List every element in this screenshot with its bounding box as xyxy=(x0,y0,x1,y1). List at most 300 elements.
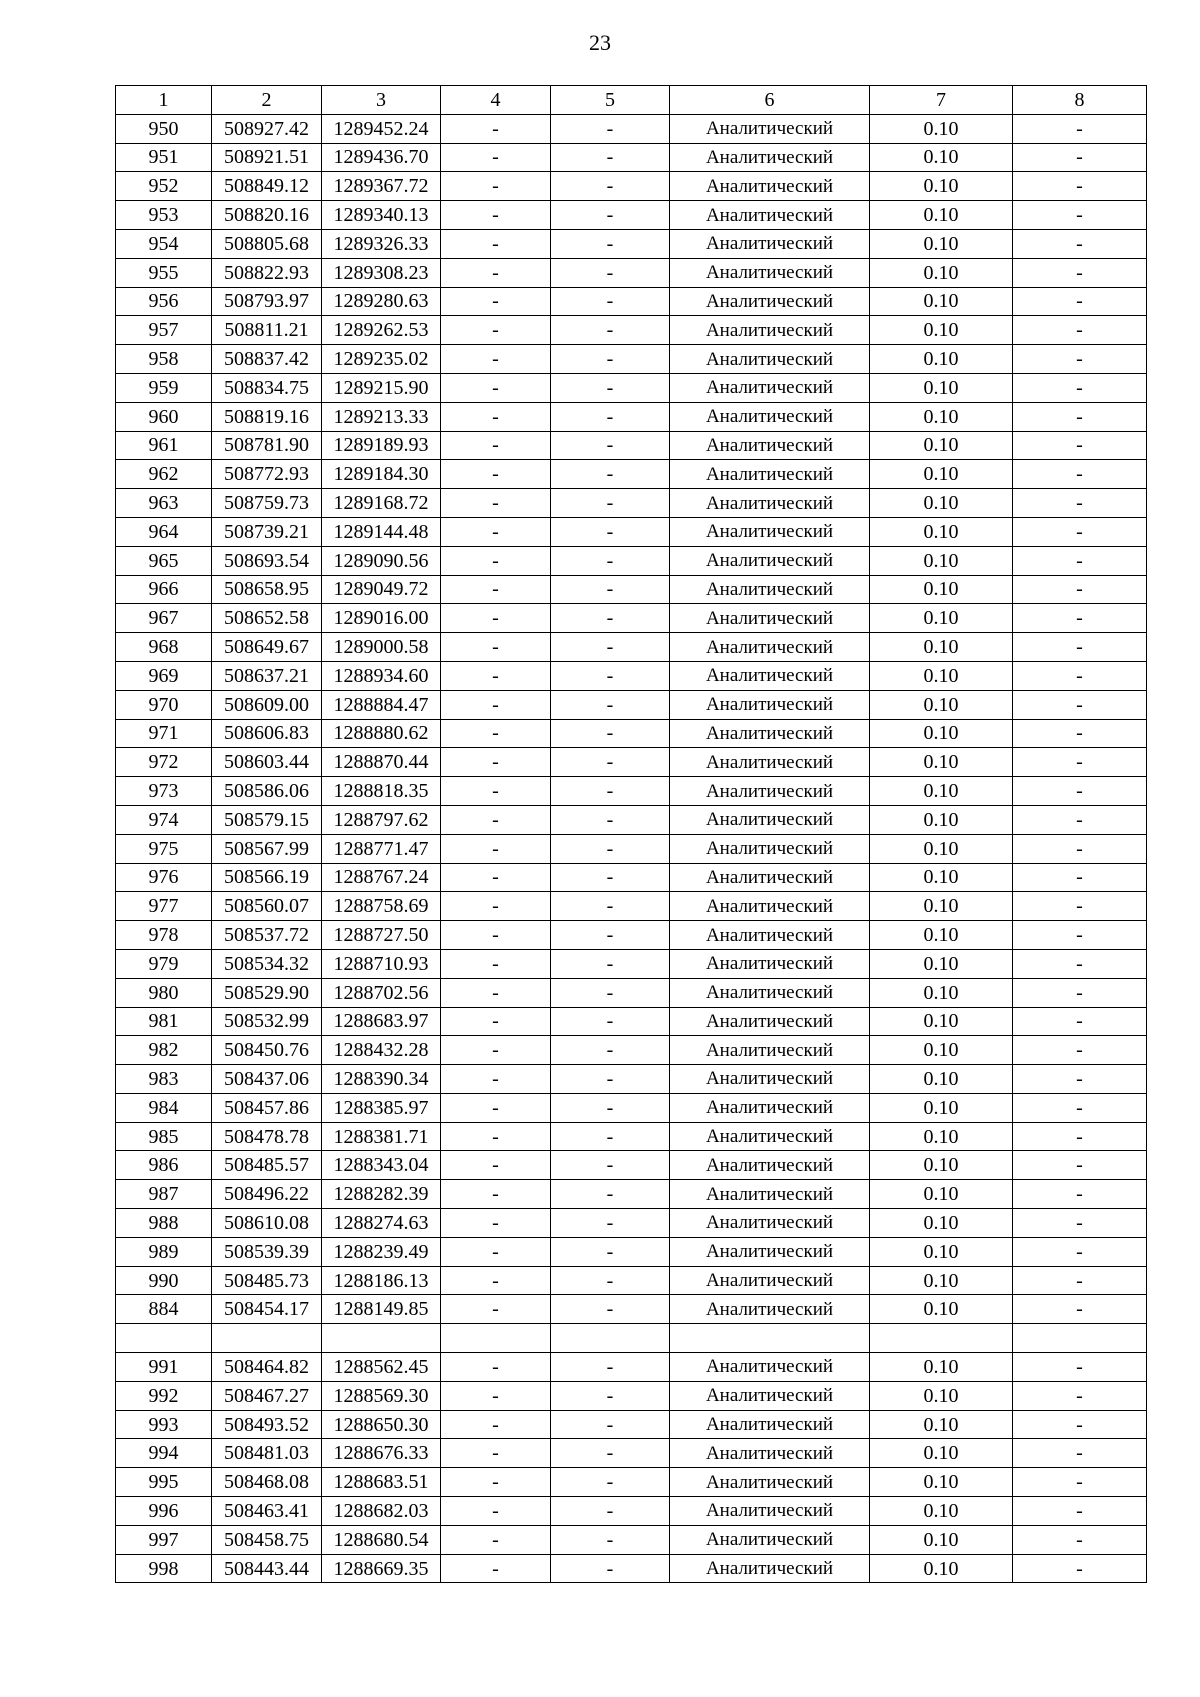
table-row xyxy=(116,1036,1147,1065)
table-cell-col-3: 1288432.28 xyxy=(322,1036,441,1065)
table-cell-col-6: Аналитический xyxy=(670,1554,870,1583)
table-cell-col-6: Аналитический xyxy=(670,805,870,834)
table-cell-col-3: 1288727.50 xyxy=(322,921,441,950)
table-cell-col-7: 0.10 xyxy=(870,805,1013,834)
table-cell-col-1: 998 xyxy=(116,1554,212,1583)
table-cell-col-7: 0.10 xyxy=(870,316,1013,345)
table-cell-col-2: 508603.44 xyxy=(212,748,322,777)
table-cell-col-3: 1288149.85 xyxy=(322,1295,441,1324)
table-cell-col-1: 981 xyxy=(116,1007,212,1036)
table-cell-col-3: 1288381.71 xyxy=(322,1122,441,1151)
table-cell-col-7: 0.10 xyxy=(870,1381,1013,1410)
table-cell-col-5: - xyxy=(551,1525,670,1554)
table-cell-col-4: - xyxy=(441,114,551,143)
table-cell-col-6: Аналитический xyxy=(670,892,870,921)
table-cell-col-6: Аналитический xyxy=(670,921,870,950)
table-cell-col-5: - xyxy=(551,1237,670,1266)
table-cell-col-3: 1289189.93 xyxy=(322,431,441,460)
table-cell-col-7: 0.10 xyxy=(870,345,1013,374)
table-row xyxy=(116,633,1147,662)
table-cell-col-1: 985 xyxy=(116,1122,212,1151)
table-cell-col-2: 508534.32 xyxy=(212,949,322,978)
table-cell-col-3: 1288239.49 xyxy=(322,1237,441,1266)
table-cell-col-2: 508537.72 xyxy=(212,921,322,950)
table-row xyxy=(116,402,1147,431)
table-row xyxy=(116,1093,1147,1122)
table-cell-col-4: - xyxy=(441,949,551,978)
table-cell-col-1: 964 xyxy=(116,517,212,546)
table-cell-col-6: Аналитический xyxy=(670,1065,870,1094)
table-cell-col-5: - xyxy=(551,1353,670,1382)
table-cell-col-6: Аналитический xyxy=(670,489,870,518)
table-cell-col-6: Аналитический xyxy=(670,345,870,374)
table-row xyxy=(116,201,1147,230)
table-cell-col-8: - xyxy=(1013,661,1147,690)
table-cell-col-6: Аналитический xyxy=(670,1180,870,1209)
table-cell-col-4: - xyxy=(441,777,551,806)
table-cell-col-3: 1289280.63 xyxy=(322,287,441,316)
table-cell-col-5: - xyxy=(551,1554,670,1583)
table-cell-col-6: Аналитический xyxy=(670,777,870,806)
table-cell-col-6: Аналитический xyxy=(670,719,870,748)
table-cell-col-3: 1288683.97 xyxy=(322,1007,441,1036)
table-cell-col-5: - xyxy=(551,863,670,892)
table-cell-col-6: Аналитический xyxy=(670,431,870,460)
table-cell-col-5: - xyxy=(551,1468,670,1497)
table-row xyxy=(116,978,1147,1007)
table-cell-col-2: 508822.93 xyxy=(212,258,322,287)
table-cell-col-1: 996 xyxy=(116,1497,212,1526)
table-cell-col-3: 1289213.33 xyxy=(322,402,441,431)
table-cell-col-2: 508834.75 xyxy=(212,373,322,402)
table-cell-col-1: 968 xyxy=(116,633,212,662)
column-header-3: 3 xyxy=(322,86,441,115)
table-cell-col-7: 0.10 xyxy=(870,1065,1013,1094)
table-cell-col-8: - xyxy=(1013,633,1147,662)
table-cell-col-1: 991 xyxy=(116,1353,212,1382)
table-cell-col-5: - xyxy=(551,604,670,633)
table-cell-col-6: Аналитический xyxy=(670,1007,870,1036)
table-cell-col-1: 960 xyxy=(116,402,212,431)
table-cell-col-4: - xyxy=(441,633,551,662)
table-cell-col-4: - xyxy=(441,805,551,834)
table-cell-col-1: 983 xyxy=(116,1065,212,1094)
table-cell-col-1: 980 xyxy=(116,978,212,1007)
table-cell-col-3: 1288702.56 xyxy=(322,978,441,1007)
table-cell-col-7: 0.10 xyxy=(870,460,1013,489)
table-cell-col-2: 508658.95 xyxy=(212,575,322,604)
table-cell-col-7: 0.10 xyxy=(870,1439,1013,1468)
table-cell-col-8: - xyxy=(1013,1237,1147,1266)
table-cell-col-4: - xyxy=(441,1439,551,1468)
table-cell-col-8: - xyxy=(1013,316,1147,345)
table-cell-col-4: - xyxy=(441,489,551,518)
table-cell-col-3: 1288758.69 xyxy=(322,892,441,921)
table-cell-col-3: 1288186.13 xyxy=(322,1266,441,1295)
table-cell-col-7: 0.10 xyxy=(870,719,1013,748)
table-cell-col-3: 1289215.90 xyxy=(322,373,441,402)
table-cell-col-4: - xyxy=(441,661,551,690)
table-row xyxy=(116,172,1147,201)
table-cell-col-1: 974 xyxy=(116,805,212,834)
table-cell-col-7: 0.10 xyxy=(870,489,1013,518)
table-cell-col-5: - xyxy=(551,431,670,460)
table-cell-col-1: 951 xyxy=(116,143,212,172)
table-cell-col-1: 962 xyxy=(116,460,212,489)
table-cell-col-2: 508532.99 xyxy=(212,1007,322,1036)
table-cell-col-3: 1289308.23 xyxy=(322,258,441,287)
table-row xyxy=(116,719,1147,748)
table-cell-col-1: 990 xyxy=(116,1266,212,1295)
table-cell-col-6: Аналитический xyxy=(670,690,870,719)
table-cell-col-8: - xyxy=(1013,258,1147,287)
table-cell-col-6: Аналитический xyxy=(670,1266,870,1295)
table-cell-col-2: 508586.06 xyxy=(212,777,322,806)
table-cell-col-8: - xyxy=(1013,1151,1147,1180)
table-cell-col-7: 0.10 xyxy=(870,1151,1013,1180)
table-cell-col-4: - xyxy=(441,892,551,921)
table-cell-col-4: - xyxy=(441,287,551,316)
table-cell-col-6: Аналитический xyxy=(670,1525,870,1554)
table-row xyxy=(116,373,1147,402)
table-cell-col-1: 961 xyxy=(116,431,212,460)
table-cell-col-3: 1288934.60 xyxy=(322,661,441,690)
table-cell-col-8: - xyxy=(1013,1266,1147,1295)
table-cell-col-6: Аналитический xyxy=(670,1122,870,1151)
table-cell-col-4: - xyxy=(441,1007,551,1036)
table-cell-col-6: Аналитический xyxy=(670,373,870,402)
table-cell-col-7: 0.10 xyxy=(870,172,1013,201)
table-cell-col-5: - xyxy=(551,489,670,518)
table-cell-col-1: 995 xyxy=(116,1468,212,1497)
table-row xyxy=(116,1468,1147,1497)
table-cell-col-7: 0.10 xyxy=(870,777,1013,806)
table-cell-col-1: 963 xyxy=(116,489,212,518)
table-cell-col-7: 0.10 xyxy=(870,229,1013,258)
table-cell-col-4: - xyxy=(441,1209,551,1238)
table-cell-col-1: 956 xyxy=(116,287,212,316)
table-cell-col-2: 508693.54 xyxy=(212,546,322,575)
table-cell-col-4: - xyxy=(441,1036,551,1065)
table-cell-col-7: 0.10 xyxy=(870,748,1013,777)
header-row xyxy=(116,86,1147,115)
empty-cell xyxy=(551,1324,670,1353)
table-row xyxy=(116,229,1147,258)
table-cell-col-5: - xyxy=(551,661,670,690)
column-header-2: 2 xyxy=(212,86,322,115)
table-cell-col-2: 508457.86 xyxy=(212,1093,322,1122)
table-cell-col-6: Аналитический xyxy=(670,1439,870,1468)
column-header-5: 5 xyxy=(551,86,670,115)
table-cell-col-6: Аналитический xyxy=(670,287,870,316)
table-cell-col-3: 1289049.72 xyxy=(322,575,441,604)
table-cell-col-3: 1289000.58 xyxy=(322,633,441,662)
table-cell-col-2: 508443.44 xyxy=(212,1554,322,1583)
empty-cell xyxy=(441,1324,551,1353)
table-cell-col-8: - xyxy=(1013,690,1147,719)
table-cell-col-4: - xyxy=(441,863,551,892)
table-row xyxy=(116,1180,1147,1209)
table-cell-col-5: - xyxy=(551,1180,670,1209)
table-cell-col-7: 0.10 xyxy=(870,1497,1013,1526)
table-cell-col-8: - xyxy=(1013,1295,1147,1324)
table-cell-col-1: 986 xyxy=(116,1151,212,1180)
table-cell-col-5: - xyxy=(551,1295,670,1324)
table-cell-col-8: - xyxy=(1013,143,1147,172)
table-cell-col-8: - xyxy=(1013,1468,1147,1497)
table-cell-col-1: 950 xyxy=(116,114,212,143)
table-cell-col-5: - xyxy=(551,1497,670,1526)
table-cell-col-4: - xyxy=(441,1468,551,1497)
table-cell-col-1: 997 xyxy=(116,1525,212,1554)
table-cell-col-7: 0.10 xyxy=(870,517,1013,546)
table-cell-col-5: - xyxy=(551,143,670,172)
table-cell-col-5: - xyxy=(551,517,670,546)
table-cell-col-5: - xyxy=(551,345,670,374)
table-cell-col-1: 989 xyxy=(116,1237,212,1266)
table-row xyxy=(116,949,1147,978)
table-cell-col-4: - xyxy=(441,143,551,172)
table-cell-col-1: 955 xyxy=(116,258,212,287)
table-cell-col-7: 0.10 xyxy=(870,1525,1013,1554)
table-cell-col-6: Аналитический xyxy=(670,143,870,172)
table-cell-col-3: 1288884.47 xyxy=(322,690,441,719)
table-cell-col-4: - xyxy=(441,517,551,546)
table-cell-col-8: - xyxy=(1013,1122,1147,1151)
table-cell-col-4: - xyxy=(441,1122,551,1151)
table-cell-col-5: - xyxy=(551,834,670,863)
table-cell-col-3: 1288870.44 xyxy=(322,748,441,777)
table-cell-col-2: 508539.39 xyxy=(212,1237,322,1266)
table-cell-col-2: 508781.90 xyxy=(212,431,322,460)
table-cell-col-7: 0.10 xyxy=(870,921,1013,950)
table-cell-col-4: - xyxy=(441,1065,551,1094)
table-cell-col-3: 1289016.00 xyxy=(322,604,441,633)
table-cell-col-5: - xyxy=(551,1151,670,1180)
table-cell-col-8: - xyxy=(1013,1439,1147,1468)
table-cell-col-3: 1288282.39 xyxy=(322,1180,441,1209)
table-cell-col-6: Аналитический xyxy=(670,1295,870,1324)
table-cell-col-3: 1288562.45 xyxy=(322,1353,441,1382)
table-cell-col-1: 970 xyxy=(116,690,212,719)
table-cell-col-8: - xyxy=(1013,777,1147,806)
table-cell-col-8: - xyxy=(1013,546,1147,575)
table-row xyxy=(116,1295,1147,1324)
table-cell-col-2: 508637.21 xyxy=(212,661,322,690)
table-row xyxy=(116,1410,1147,1439)
table-cell-col-3: 1288771.47 xyxy=(322,834,441,863)
table-cell-col-7: 0.10 xyxy=(870,575,1013,604)
table-cell-col-4: - xyxy=(441,1180,551,1209)
table-cell-col-8: - xyxy=(1013,604,1147,633)
table-cell-col-2: 508467.27 xyxy=(212,1381,322,1410)
table-cell-col-4: - xyxy=(441,201,551,230)
table-cell-col-4: - xyxy=(441,402,551,431)
table-cell-col-6: Аналитический xyxy=(670,1036,870,1065)
table-row xyxy=(116,1381,1147,1410)
table-cell-col-3: 1289340.13 xyxy=(322,201,441,230)
table-cell-col-1: 966 xyxy=(116,575,212,604)
table-cell-col-8: - xyxy=(1013,949,1147,978)
table-cell-col-1: 973 xyxy=(116,777,212,806)
column-header-1: 1 xyxy=(116,86,212,115)
table-cell-col-4: - xyxy=(441,1093,551,1122)
table-cell-col-6: Аналитический xyxy=(670,949,870,978)
table-row xyxy=(116,287,1147,316)
table-cell-col-6: Аналитический xyxy=(670,1381,870,1410)
table-cell-col-8: - xyxy=(1013,719,1147,748)
table-row xyxy=(116,114,1147,143)
table-cell-col-4: - xyxy=(441,1410,551,1439)
table-cell-col-2: 508567.99 xyxy=(212,834,322,863)
table-cell-col-4: - xyxy=(441,834,551,863)
table-cell-col-1: 976 xyxy=(116,863,212,892)
table-cell-col-8: - xyxy=(1013,1353,1147,1382)
table-cell-col-2: 508560.07 xyxy=(212,892,322,921)
table-cell-col-6: Аналитический xyxy=(670,316,870,345)
table-cell-col-5: - xyxy=(551,748,670,777)
table-cell-col-5: - xyxy=(551,575,670,604)
table-cell-col-2: 508811.21 xyxy=(212,316,322,345)
table-cell-col-4: - xyxy=(441,1381,551,1410)
table-cell-col-3: 1289184.30 xyxy=(322,460,441,489)
table-cell-col-8: - xyxy=(1013,287,1147,316)
table-cell-col-2: 508793.97 xyxy=(212,287,322,316)
table-cell-col-4: - xyxy=(441,690,551,719)
table-cell-col-4: - xyxy=(441,229,551,258)
table-cell-col-3: 1288683.51 xyxy=(322,1468,441,1497)
table-cell-col-4: - xyxy=(441,546,551,575)
table-cell-col-6: Аналитический xyxy=(670,517,870,546)
table-cell-col-2: 508493.52 xyxy=(212,1410,322,1439)
table-cell-col-2: 508481.03 xyxy=(212,1439,322,1468)
table-cell-col-2: 508849.12 xyxy=(212,172,322,201)
table-cell-col-3: 1289367.72 xyxy=(322,172,441,201)
table-row xyxy=(116,690,1147,719)
table-row xyxy=(116,1439,1147,1468)
table-cell-col-1: 957 xyxy=(116,316,212,345)
table-cell-col-3: 1288880.62 xyxy=(322,719,441,748)
table-cell-col-7: 0.10 xyxy=(870,1468,1013,1497)
table-cell-col-4: - xyxy=(441,1237,551,1266)
table-cell-col-2: 508529.90 xyxy=(212,978,322,1007)
table-row xyxy=(116,892,1147,921)
table-row xyxy=(116,1209,1147,1238)
coordinates-table xyxy=(115,85,1147,1583)
table-row xyxy=(116,777,1147,806)
table-cell-col-8: - xyxy=(1013,575,1147,604)
table-cell-col-2: 508454.17 xyxy=(212,1295,322,1324)
table-cell-col-1: 977 xyxy=(116,892,212,921)
table-row xyxy=(116,805,1147,834)
table-cell-col-5: - xyxy=(551,921,670,950)
table-cell-col-3: 1289168.72 xyxy=(322,489,441,518)
table-cell-col-6: Аналитический xyxy=(670,1497,870,1526)
table-cell-col-1: 978 xyxy=(116,921,212,950)
table-cell-col-5: - xyxy=(551,114,670,143)
table-cell-col-5: - xyxy=(551,633,670,662)
table-cell-col-1: 993 xyxy=(116,1410,212,1439)
table-cell-col-6: Аналитический xyxy=(670,402,870,431)
table-cell-col-8: - xyxy=(1013,805,1147,834)
table-cell-col-6: Аналитический xyxy=(670,633,870,662)
table-row xyxy=(116,143,1147,172)
table-cell-col-5: - xyxy=(551,546,670,575)
table-cell-col-5: - xyxy=(551,1007,670,1036)
table-cell-col-5: - xyxy=(551,1036,670,1065)
table-cell-col-8: - xyxy=(1013,431,1147,460)
group-separator-row xyxy=(116,1324,1147,1353)
table-cell-col-7: 0.10 xyxy=(870,1554,1013,1583)
table-cell-col-7: 0.10 xyxy=(870,1036,1013,1065)
table-cell-col-5: - xyxy=(551,1209,670,1238)
table-cell-col-3: 1288682.03 xyxy=(322,1497,441,1526)
table-cell-col-2: 508485.57 xyxy=(212,1151,322,1180)
table-cell-col-2: 508819.16 xyxy=(212,402,322,431)
table-cell-col-4: - xyxy=(441,460,551,489)
table-cell-col-1: 988 xyxy=(116,1209,212,1238)
table-cell-col-1: 992 xyxy=(116,1381,212,1410)
table-cell-col-6: Аналитический xyxy=(670,1237,870,1266)
table-row xyxy=(116,604,1147,633)
table-cell-col-5: - xyxy=(551,1410,670,1439)
table-cell-col-5: - xyxy=(551,978,670,1007)
table-cell-col-5: - xyxy=(551,373,670,402)
column-header-8: 8 xyxy=(1013,86,1147,115)
empty-cell xyxy=(116,1324,212,1353)
column-header-4: 4 xyxy=(441,86,551,115)
table-row xyxy=(116,1525,1147,1554)
table-cell-col-6: Аналитический xyxy=(670,546,870,575)
column-header-7: 7 xyxy=(870,86,1013,115)
table-cell-col-3: 1289235.02 xyxy=(322,345,441,374)
table-cell-col-8: - xyxy=(1013,921,1147,950)
table-row xyxy=(116,460,1147,489)
table-cell-col-2: 508606.83 xyxy=(212,719,322,748)
table-cell-col-7: 0.10 xyxy=(870,1180,1013,1209)
table-cell-col-6: Аналитический xyxy=(670,834,870,863)
table-row xyxy=(116,1497,1147,1526)
table-cell-col-5: - xyxy=(551,287,670,316)
table-cell-col-8: - xyxy=(1013,1381,1147,1410)
table-cell-col-6: Аналитический xyxy=(670,1468,870,1497)
table-header xyxy=(116,86,1147,115)
table-cell-col-8: - xyxy=(1013,229,1147,258)
table-cell-col-2: 508450.76 xyxy=(212,1036,322,1065)
table-cell-col-7: 0.10 xyxy=(870,546,1013,575)
table-cell-col-6: Аналитический xyxy=(670,1410,870,1439)
table-cell-col-8: - xyxy=(1013,1497,1147,1526)
table-cell-col-3: 1288669.35 xyxy=(322,1554,441,1583)
table-cell-col-7: 0.10 xyxy=(870,1266,1013,1295)
table-cell-col-2: 508837.42 xyxy=(212,345,322,374)
table-row xyxy=(116,1353,1147,1382)
table-cell-col-1: 958 xyxy=(116,345,212,374)
table-cell-col-4: - xyxy=(441,258,551,287)
table-cell-col-6: Аналитический xyxy=(670,1093,870,1122)
table-cell-col-2: 508609.00 xyxy=(212,690,322,719)
empty-cell xyxy=(322,1324,441,1353)
table-cell-col-8: - xyxy=(1013,1180,1147,1209)
table-cell-col-4: - xyxy=(441,748,551,777)
table-cell-col-4: - xyxy=(441,1151,551,1180)
table-cell-col-7: 0.10 xyxy=(870,661,1013,690)
table-cell-col-3: 1289090.56 xyxy=(322,546,441,575)
empty-cell xyxy=(870,1324,1013,1353)
table-cell-col-1: 975 xyxy=(116,834,212,863)
column-header-6: 6 xyxy=(670,86,870,115)
table-row xyxy=(116,1237,1147,1266)
